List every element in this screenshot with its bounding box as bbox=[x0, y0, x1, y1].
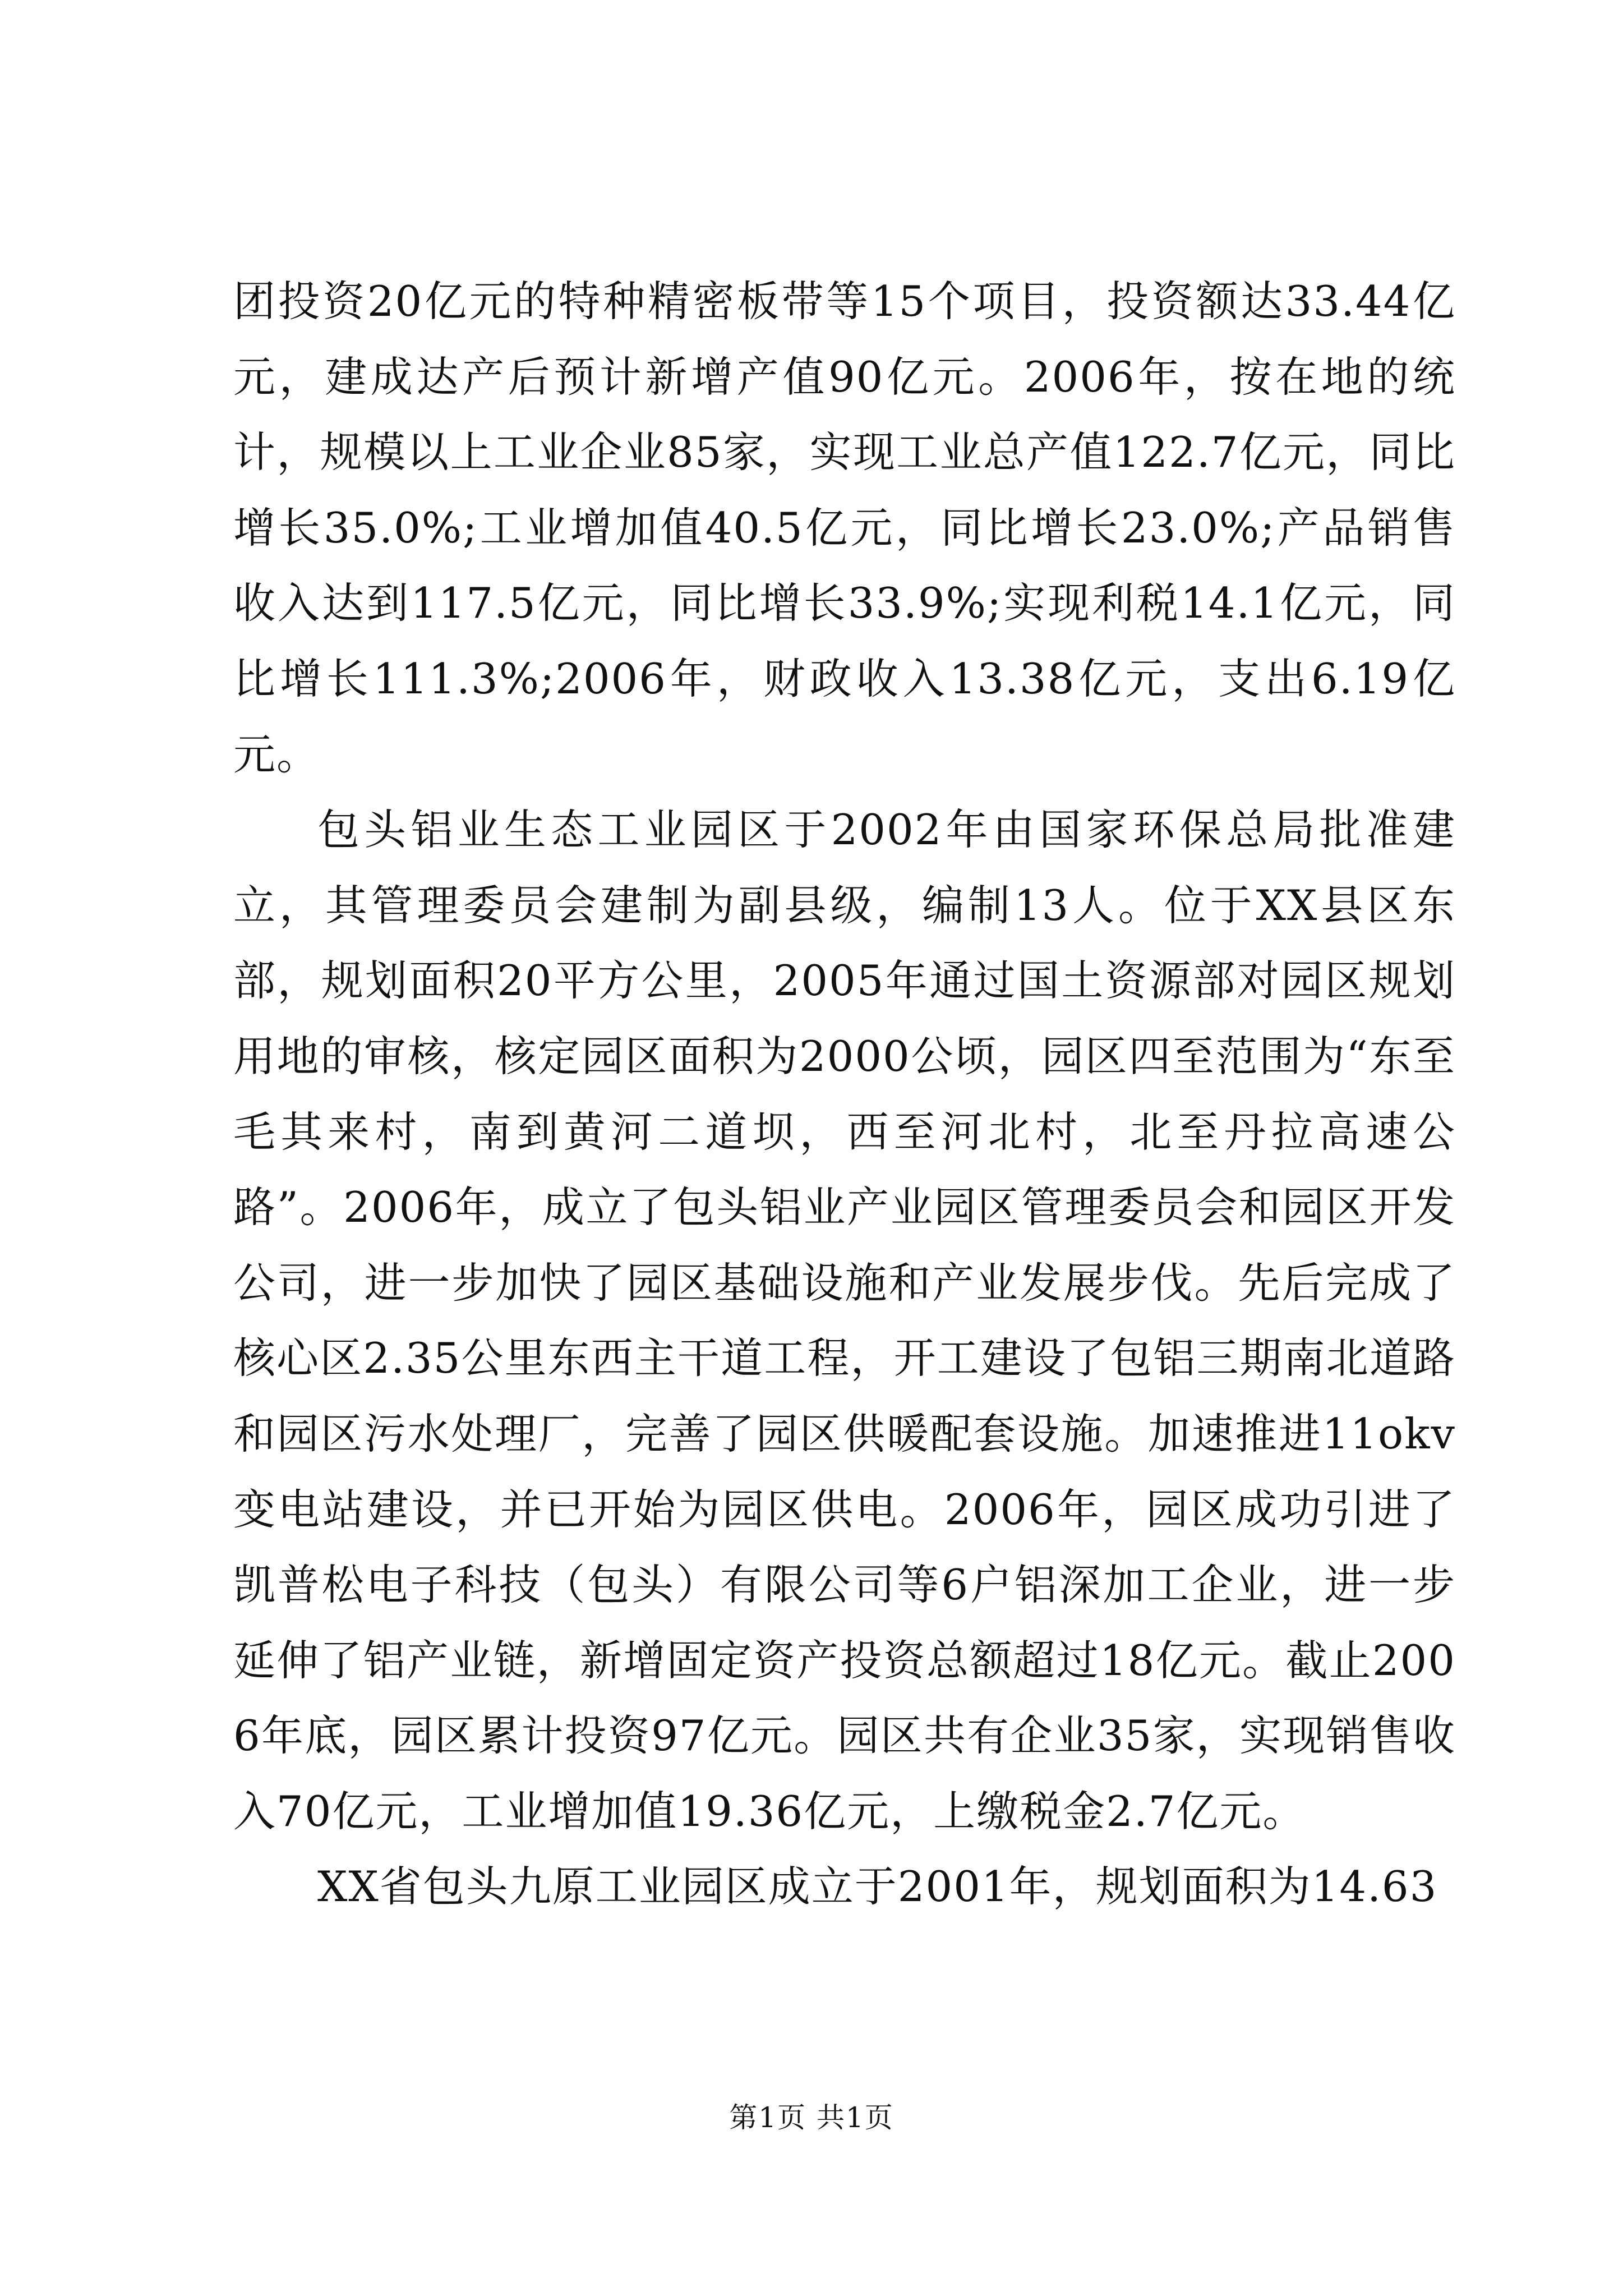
page-footer: 第1页 共1页 bbox=[729, 2101, 894, 2134]
document-body bbox=[233, 264, 1456, 1925]
paragraph-3: XX省包头九原工业园区成立于2001年，规划面积为14.63 bbox=[317, 1862, 1438, 1912]
paragraph-2: 包头铝业生态工业园区于2002年由国家环保总局批准建立，其管理委员会建制为副县级，编制13人。位于XX县区东部，规划面积20平方公里，2005年通过国土资源部对园区规划用地的审核，核定园区面积为2000公顷，园区四至范围为“东至毛其来村，南到黄河二道坝，西至河北村，北至丹拉高速公路”。2006年，成立了包头铝业产业园区管理委员会和园区开发公司，进一步加快了园区基础设施和产业发展步伐。先后完成了核心区2.35公里东西主干道工程，开工建设了包铝三期南北道路和园区污水处理厂，完善了园区供暖配套设施。加速推进11okv变电站建设，并已开始为园区供电。2006年，园区成功引进了凯普松电子科技（包头）有限公司等6户铝深加工企业，进一步延伸了铝产业链，新增固定资产投资总额超过18亿元。截止2006年底，园区累计投资97亿元。园区共有企业35家，实现销售收入70亿元，工业增加值19.36亿元，上缴税金2.7亿元。 bbox=[233, 805, 1456, 1836]
paragraph-1: 团投资20亿元的特种精密板带等15个项目，投资额达33.44亿元，建成达产后预计新增产值90亿元。2006年，按在地的统计，规模以上工业企业85家，实现工业总产值122.7亿元，同比增长35.0%;工业增加值40.5亿元，同比增长23.0%;产品销售收入达到117.5亿元，同比增长33.9%;实现利税14.1亿元，同比增长111.3%;2006年，财政收入13.38亿元，支出6.19亿元。 bbox=[233, 277, 1456, 779]
